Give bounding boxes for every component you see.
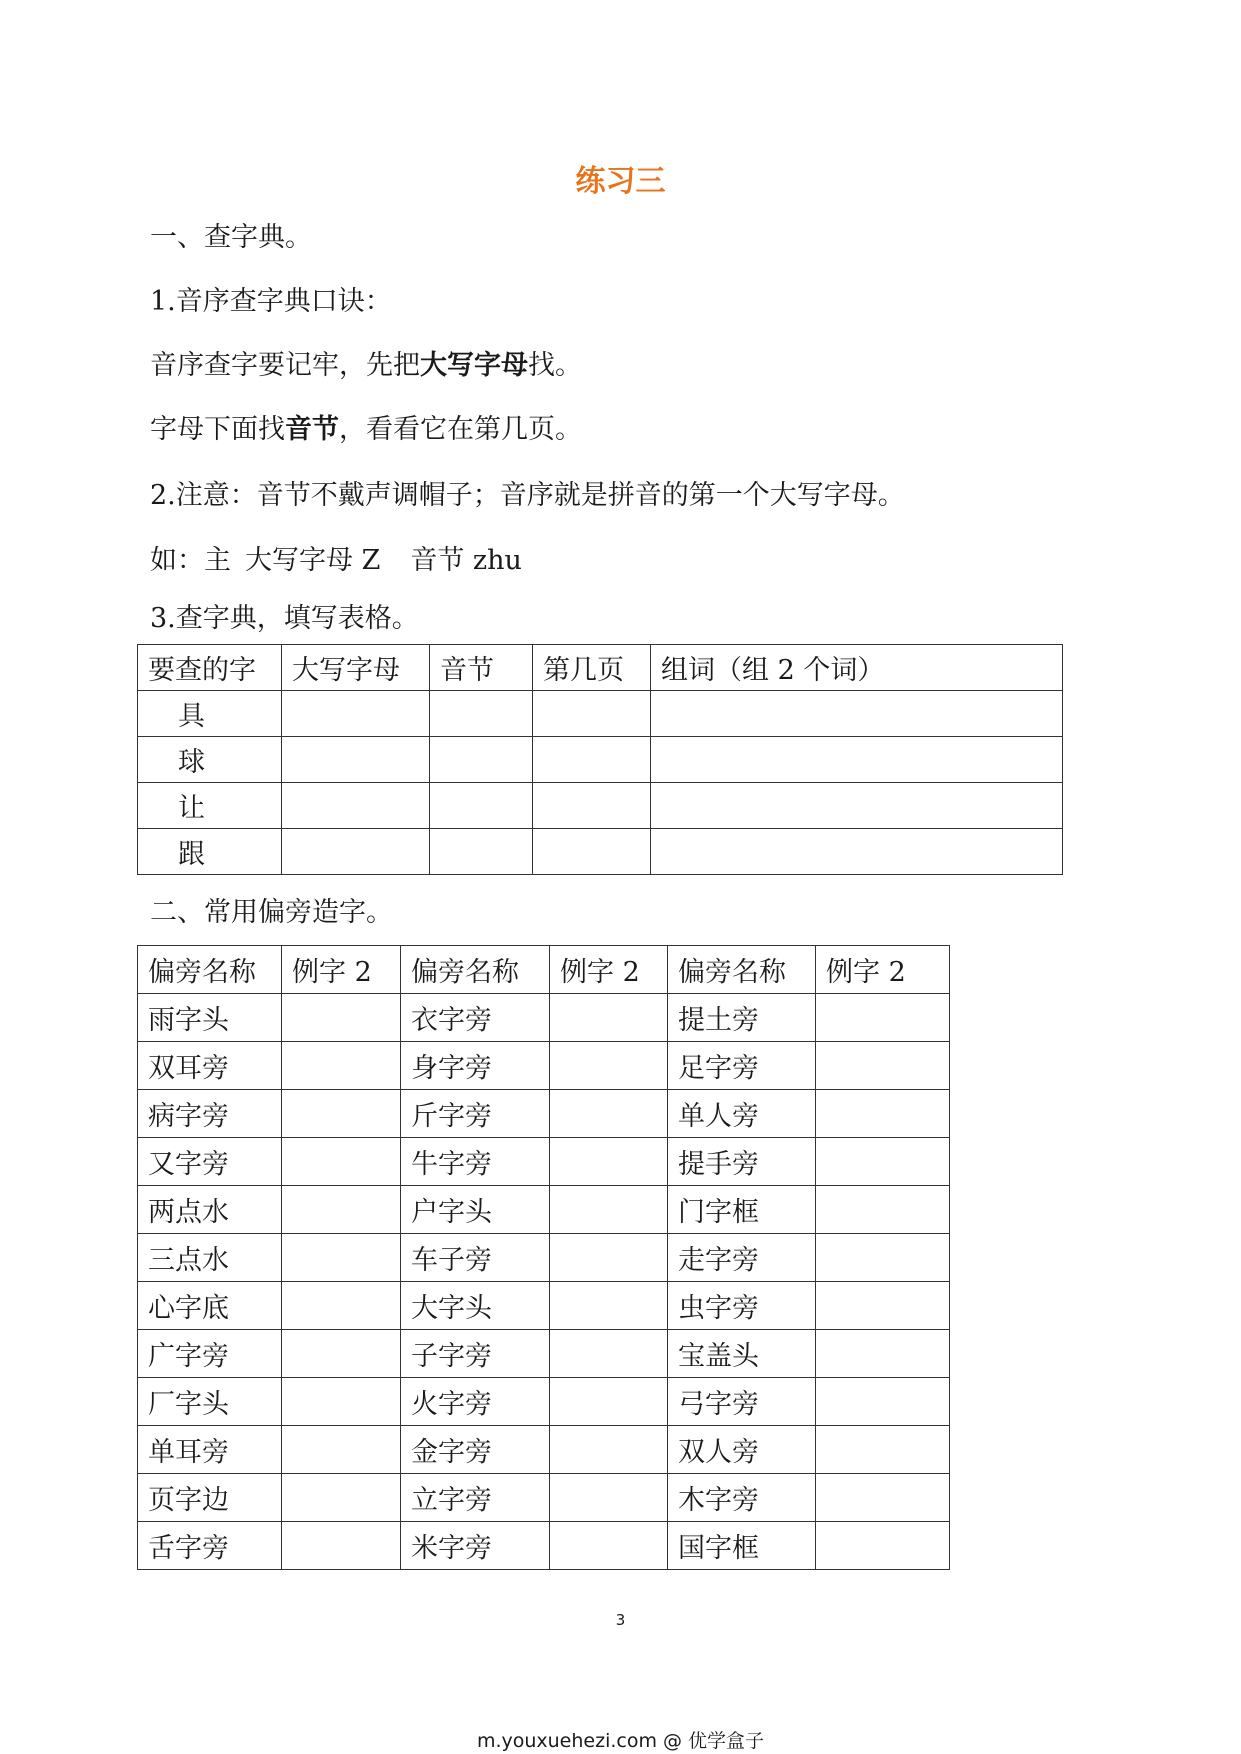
blank-cell[interactable]	[533, 783, 651, 829]
radical-name: 又字旁	[138, 1138, 282, 1186]
radical-name: 三点水	[138, 1234, 282, 1282]
example-blank-cell[interactable]	[816, 1330, 950, 1378]
blank-cell[interactable]	[533, 829, 651, 875]
example-blank-cell[interactable]	[282, 1138, 401, 1186]
example-blank-cell[interactable]	[816, 1474, 950, 1522]
example-blank-cell[interactable]	[282, 1090, 401, 1138]
lookup-char: 跟	[138, 829, 282, 875]
table-row	[138, 1426, 950, 1474]
example-syllable: 音节 zhu	[410, 545, 522, 576]
radical-name: 双耳旁	[138, 1042, 282, 1090]
header-cell: 要查的字	[138, 645, 282, 691]
example-blank-cell[interactable]	[550, 1426, 668, 1474]
example-blank-cell[interactable]	[550, 1186, 668, 1234]
blank-cell[interactable]	[282, 783, 430, 829]
page-number: 3	[615, 1611, 626, 1629]
blank-cell[interactable]	[430, 737, 533, 783]
radical-name: 立字旁	[401, 1474, 550, 1522]
radical-name: 虫字旁	[668, 1282, 816, 1330]
example-blank-cell[interactable]	[282, 1042, 401, 1090]
blank-cell[interactable]	[430, 691, 533, 737]
example-blank-cell[interactable]	[550, 1282, 668, 1330]
radical-name: 双人旁	[668, 1426, 816, 1474]
rhyme-line-1	[150, 348, 582, 384]
example-blank-cell[interactable]	[816, 1282, 950, 1330]
example-blank-cell[interactable]	[816, 994, 950, 1042]
lookup-char: 让	[138, 783, 282, 829]
radical-name: 提手旁	[668, 1138, 816, 1186]
blank-cell[interactable]	[651, 737, 1063, 783]
radical-table	[137, 945, 950, 1570]
blank-cell[interactable]	[430, 829, 533, 875]
lookup-char: 球	[138, 737, 282, 783]
radical-name: 病字旁	[138, 1090, 282, 1138]
table-row	[138, 1474, 950, 1522]
radical-name: 页字边	[138, 1474, 282, 1522]
example-blank-cell[interactable]	[282, 1186, 401, 1234]
radical-name: 衣字旁	[401, 994, 550, 1042]
radical-name: 国字框	[668, 1522, 816, 1570]
table-header-row	[138, 946, 950, 994]
blank-cell[interactable]	[533, 691, 651, 737]
radical-name: 车子旁	[401, 1234, 550, 1282]
radical-name: 斤字旁	[401, 1090, 550, 1138]
rhyme1-before: 音序查字要记牢，先把	[150, 350, 420, 381]
radical-name: 提土旁	[668, 994, 816, 1042]
example-prefix: 如：主	[150, 545, 231, 576]
footer-text: m.youxuehezi.com @ 优学盒子	[476, 1730, 765, 1752]
example-blank-cell[interactable]	[816, 1522, 950, 1570]
example-letter: 大写字母 Z	[245, 545, 381, 576]
radical-name: 金字旁	[401, 1426, 550, 1474]
blank-cell[interactable]	[282, 691, 430, 737]
example-blank-cell[interactable]	[550, 1378, 668, 1426]
radical-name: 雨字头	[138, 994, 282, 1042]
table-row	[138, 1186, 950, 1234]
dictionary-table	[137, 644, 1063, 875]
header-cell: 组词（组 2 个词）	[651, 645, 1063, 691]
blank-cell[interactable]	[430, 783, 533, 829]
radical-name: 子字旁	[401, 1330, 550, 1378]
table-row	[138, 1378, 950, 1426]
example-blank-cell[interactable]	[816, 1186, 950, 1234]
radical-name: 足字旁	[668, 1042, 816, 1090]
radical-name: 弓字旁	[668, 1378, 816, 1426]
blank-cell[interactable]	[651, 783, 1063, 829]
radical-name: 两点水	[138, 1186, 282, 1234]
rhyme-line-2	[150, 412, 582, 448]
rhyme1-bold: 大写字母	[420, 350, 528, 381]
table-row	[138, 1330, 950, 1378]
radical-name: 宝盖头	[668, 1330, 816, 1378]
example-blank-cell[interactable]	[550, 1234, 668, 1282]
example-blank-cell[interactable]	[550, 1042, 668, 1090]
item2-text: 2.注意：音节不戴声调帽子；音序就是拼音的第一个大写字母。	[150, 480, 905, 511]
table-row	[138, 1138, 950, 1186]
blank-cell[interactable]	[651, 691, 1063, 737]
example-blank-cell[interactable]	[282, 994, 401, 1042]
table-row	[138, 829, 1063, 875]
blank-cell[interactable]	[533, 737, 651, 783]
example-blank-cell[interactable]	[816, 1378, 950, 1426]
radical-name: 单人旁	[668, 1090, 816, 1138]
radical-name: 身字旁	[401, 1042, 550, 1090]
header-cell: 例字 2	[816, 946, 950, 994]
example-blank-cell[interactable]	[282, 1474, 401, 1522]
example-blank-cell[interactable]	[816, 1426, 950, 1474]
table-row	[138, 783, 1063, 829]
example-blank-cell[interactable]	[282, 1426, 401, 1474]
radical-name: 心字底	[138, 1282, 282, 1330]
header-cell: 偏旁名称	[401, 946, 550, 994]
example-blank-cell[interactable]	[550, 1090, 668, 1138]
radical-name: 门字框	[668, 1186, 816, 1234]
example-blank-cell[interactable]	[550, 1474, 668, 1522]
blank-cell[interactable]	[282, 829, 430, 875]
header-cell: 例字 2	[282, 946, 401, 994]
table-row	[138, 1522, 950, 1570]
example-blank-cell[interactable]	[550, 1522, 668, 1570]
rhyme2-before: 字母下面找	[150, 414, 285, 445]
radical-name: 米字旁	[401, 1522, 550, 1570]
example-blank-cell[interactable]	[550, 1330, 668, 1378]
header-cell: 偏旁名称	[138, 946, 282, 994]
rhyme2-after: ，看看它在第几页。	[339, 414, 582, 445]
example-blank-cell[interactable]	[282, 1522, 401, 1570]
radical-name: 牛字旁	[401, 1138, 550, 1186]
header-cell: 大写字母	[282, 645, 430, 691]
example-line	[150, 543, 522, 579]
example-blank-cell[interactable]	[816, 1234, 950, 1282]
radical-name: 火字旁	[401, 1378, 550, 1426]
table-row	[138, 1090, 950, 1138]
header-cell: 偏旁名称	[668, 946, 816, 994]
header-cell: 第几页	[533, 645, 651, 691]
item1-text: 1.音序查字典口诀：	[150, 286, 392, 317]
header-cell: 例字 2	[550, 946, 668, 994]
example-blank-cell[interactable]	[816, 1090, 950, 1138]
table-header-row	[138, 645, 1063, 691]
example-blank-cell[interactable]	[282, 1234, 401, 1282]
blank-cell[interactable]	[651, 829, 1063, 875]
rhyme2-bold: 音节	[285, 414, 339, 445]
header-cell: 音节	[430, 645, 533, 691]
table-row	[138, 737, 1063, 783]
radical-name: 厂字头	[138, 1378, 282, 1426]
table-row	[138, 994, 950, 1042]
radical-name: 走字旁	[668, 1234, 816, 1282]
page-title: 练习三	[575, 164, 666, 199]
radical-name: 户字头	[401, 1186, 550, 1234]
example-blank-cell[interactable]	[816, 1042, 950, 1090]
radical-name: 单耳旁	[138, 1426, 282, 1474]
radical-name: 广字旁	[138, 1330, 282, 1378]
example-blank-cell[interactable]	[550, 1138, 668, 1186]
example-blank-cell[interactable]	[550, 994, 668, 1042]
item3-text: 3.查字典，填写表格。	[150, 603, 419, 634]
table-row	[138, 1282, 950, 1330]
section2-heading: 二、常用偏旁造字。	[150, 897, 393, 928]
example-blank-cell[interactable]	[282, 1282, 401, 1330]
table-row	[138, 1234, 950, 1282]
lookup-char: 具	[138, 691, 282, 737]
radical-name: 大字头	[401, 1282, 550, 1330]
table-row	[138, 691, 1063, 737]
radical-name: 木字旁	[668, 1474, 816, 1522]
section1-heading: 一、查字典。	[150, 222, 312, 253]
table-row	[138, 1042, 950, 1090]
rhyme1-after: 找。	[528, 350, 582, 381]
example-blank-cell[interactable]	[282, 1378, 401, 1426]
blank-cell[interactable]	[282, 737, 430, 783]
example-blank-cell[interactable]	[816, 1138, 950, 1186]
radical-name: 舌字旁	[138, 1522, 282, 1570]
example-blank-cell[interactable]	[282, 1330, 401, 1378]
